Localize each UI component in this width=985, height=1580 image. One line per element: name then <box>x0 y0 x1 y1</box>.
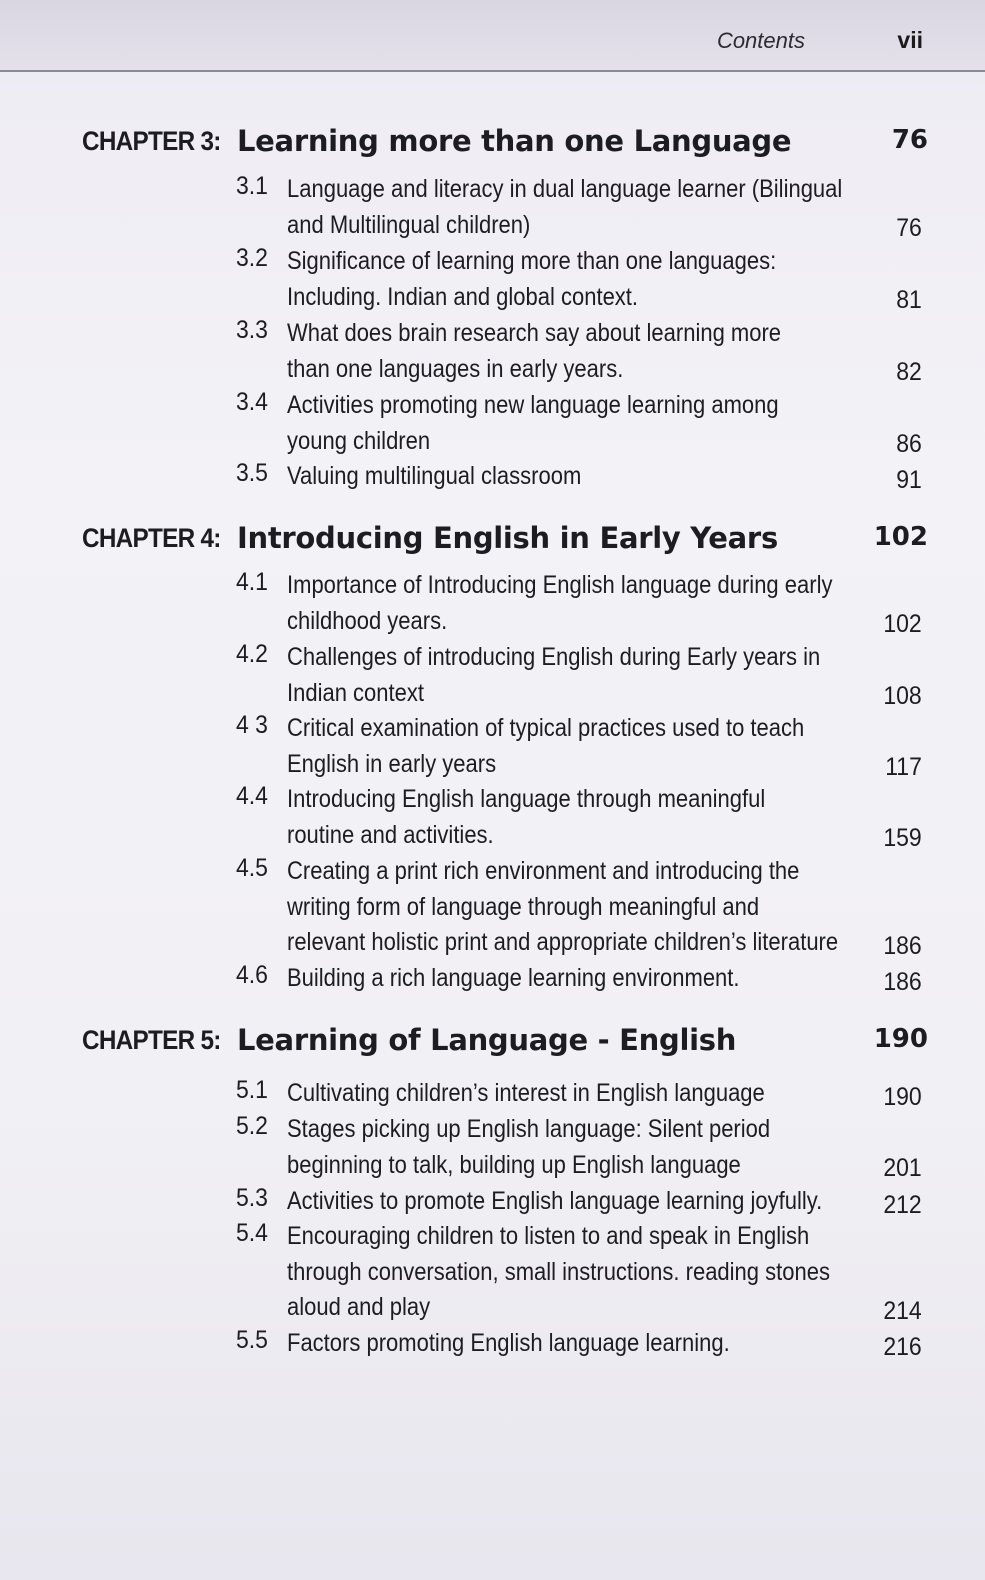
entry-page: 117 <box>885 753 922 781</box>
entry-number: 5.2 <box>236 1112 268 1140</box>
chapter-label: CHAPTER 4: <box>82 523 221 553</box>
entry-line: relevant holistic print and appropriate children’s literature <box>287 928 839 956</box>
toc-entry <box>236 782 922 853</box>
toc-entry <box>236 1112 922 1183</box>
page-number: vii <box>897 27 923 53</box>
chapter-page: 102 <box>873 522 928 552</box>
entry-title <box>287 1219 830 1326</box>
chapter-title: Introducing English in Early Years <box>237 521 778 555</box>
running-head <box>0 0 985 72</box>
entry-line: Including. Indian and global context. <box>287 282 639 311</box>
entry-line: Stages picking up English language: Silent period <box>287 1115 771 1143</box>
entry-page: 216 <box>883 1333 922 1361</box>
entry-line: Valuing multilingual classroom <box>287 462 582 490</box>
entry-title <box>287 711 805 782</box>
entry-title <box>287 568 833 639</box>
entry-page: 159 <box>883 824 922 852</box>
toc-entry <box>236 854 922 961</box>
entry-line: Challenges of introducing English during Early years in <box>287 643 821 671</box>
entry-title <box>287 1326 780 1362</box>
entry-number: 5.1 <box>236 1076 268 1104</box>
chapter-label: CHAPTER 3: <box>82 126 221 156</box>
entry-line: beginning to talk, building up English language <box>287 1150 741 1179</box>
entry-page: 214 <box>883 1297 922 1325</box>
entry-number: 4.5 <box>236 854 268 882</box>
entry-line: and Multilingual children) <box>287 210 531 239</box>
entry-page: 91 <box>896 466 922 494</box>
chapter-label: CHAPTER 5: <box>82 1025 221 1055</box>
entry-line: routine and activities. <box>287 820 494 849</box>
toc-entry <box>236 1076 922 1112</box>
entry-title <box>287 172 843 243</box>
entry-page: 201 <box>883 1154 922 1182</box>
entry-page: 186 <box>883 932 922 960</box>
entry-line: Activities promoting new language learning among <box>287 391 779 419</box>
entry-title <box>287 1076 780 1112</box>
toc-entry <box>236 388 922 459</box>
entry-line: than one languages in early years. <box>287 354 624 383</box>
entry-line: through conversation, small instructions. reading stones <box>287 1257 830 1286</box>
toc-entry <box>236 711 922 782</box>
entry-line: Encouraging children to listen to and speak in English <box>287 1222 810 1250</box>
entry-line: Building a rich language learning environment. <box>287 964 740 992</box>
entry-title <box>287 1184 823 1220</box>
toc-entry <box>236 1184 922 1220</box>
entry-line: Indian context <box>287 678 424 707</box>
chapter-page: 190 <box>873 1024 928 1054</box>
entry-number: 5.4 <box>236 1219 268 1247</box>
entry-page: 186 <box>883 968 922 996</box>
chapter-heading <box>82 1025 928 1065</box>
entry-line: Language and literacy in dual language learner (Bilingual <box>287 175 843 203</box>
entry-title <box>287 388 780 459</box>
entry-title <box>287 1112 780 1183</box>
entry-page: 190 <box>883 1083 922 1111</box>
toc-entry <box>236 961 922 997</box>
entry-title <box>287 782 780 853</box>
entry-page: 102 <box>883 610 922 638</box>
entry-title <box>287 854 839 961</box>
entry-line: Creating a print rich environment and introducing the <box>287 857 800 885</box>
entry-number: 4.6 <box>236 961 268 989</box>
entry-title <box>287 961 780 997</box>
entry-page: 76 <box>896 214 922 242</box>
entry-number: 3.4 <box>236 388 268 416</box>
entry-line: Introducing English language through meaningful <box>287 785 766 813</box>
entry-number: 4.4 <box>236 782 268 810</box>
entry-page: 82 <box>896 358 922 386</box>
entry-number: 3.1 <box>236 172 268 200</box>
entry-number: 3.5 <box>236 459 268 487</box>
entry-line: Importance of Introducing English language during early <box>287 571 833 599</box>
entry-number: 4.1 <box>236 568 268 596</box>
toc-entry <box>236 568 922 639</box>
toc-entry <box>236 316 922 387</box>
entry-line: What does brain research say about learning more <box>287 319 782 347</box>
entry-number: 3.3 <box>236 316 268 344</box>
chapter-page: 76 <box>891 125 928 155</box>
toc-entry <box>236 1326 922 1362</box>
entry-number: 4 3 <box>236 711 268 739</box>
toc-entry <box>236 244 922 315</box>
entry-title <box>287 459 780 495</box>
entry-line: Factors promoting English language learning. <box>287 1329 730 1357</box>
chapter-title: Learning more than one Language <box>237 124 792 158</box>
entry-line: Cultivating children’s interest in English language <box>287 1079 765 1107</box>
chapter-heading <box>82 126 928 166</box>
entry-line: aloud and play <box>287 1293 431 1321</box>
entry-number: 5.3 <box>236 1184 268 1212</box>
entry-number: 4.2 <box>236 640 268 668</box>
toc-entry <box>236 172 922 243</box>
chapter-heading <box>82 523 928 563</box>
entry-page: 212 <box>883 1191 922 1219</box>
entry-line: writing form of language through meaningful and <box>287 892 760 921</box>
toc-entry <box>236 640 922 711</box>
chapter-title: Learning of Language - English <box>237 1023 737 1057</box>
entry-number: 3.2 <box>236 244 268 272</box>
entry-title <box>287 244 780 315</box>
toc-entry <box>236 1219 922 1326</box>
entry-line: Critical examination of typical practices used to teach <box>287 714 805 742</box>
entry-line: Significance of learning more than one languages: <box>287 247 777 275</box>
entry-number: 5.5 <box>236 1326 268 1354</box>
entry-title <box>287 640 821 711</box>
entry-title <box>287 316 780 387</box>
entry-line: Activities to promote English language learning joyfully. <box>287 1187 823 1215</box>
entry-line: English in early years <box>287 749 497 778</box>
running-head-title: Contents <box>716 28 805 53</box>
entry-page: 86 <box>896 430 922 458</box>
entry-page: 108 <box>883 682 922 710</box>
entry-page: 81 <box>896 286 922 314</box>
entry-line: young children <box>287 426 431 455</box>
entry-line: childhood years. <box>287 606 448 635</box>
toc-entry <box>236 459 922 495</box>
